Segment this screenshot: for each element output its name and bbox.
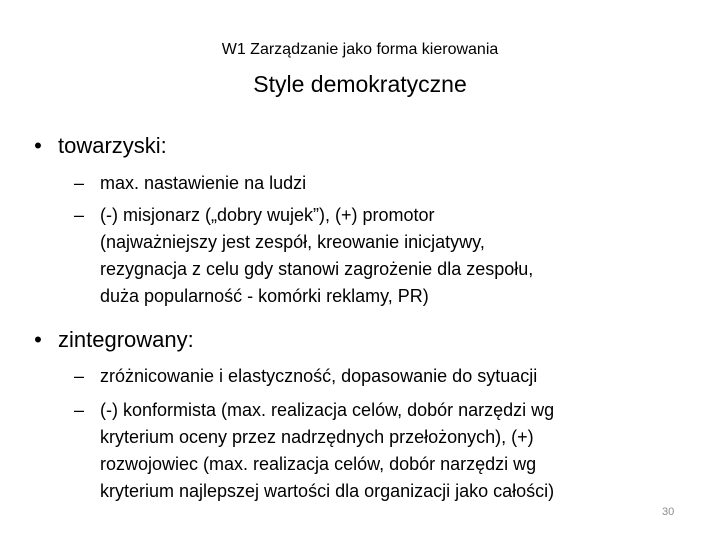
sub-item bbox=[74, 363, 694, 390]
dash-marker: – bbox=[74, 366, 85, 386]
dash-marker: – bbox=[74, 400, 85, 420]
slide-subtitle: W1 Zarządzanie jako forma kierowania bbox=[221, 41, 499, 58]
bullet-label: towarzyski: bbox=[58, 133, 167, 158]
bullet-zintegrowany bbox=[32, 326, 194, 354]
sub-item-text: max. nastawienie na ludzi bbox=[100, 173, 307, 193]
sub-item-text: (-) misjonarz („dobry wujek”), (+) promotor (najważniejszy jest zespół, kreowanie inicjatywy, rezygnacja z celu gdy stanowi zagrożenie dla zespołu, duża popularność - komórki reklamy, PR) bbox=[100, 205, 534, 306]
bullet-label: zintegrowany: bbox=[58, 327, 194, 352]
bullet-towarzyski bbox=[32, 132, 167, 160]
dash-marker: – bbox=[74, 173, 85, 193]
page-number: 30 bbox=[662, 506, 675, 518]
bullet-marker: • bbox=[34, 133, 42, 158]
dash-marker: – bbox=[74, 205, 85, 225]
sub-item-text: zróżnicowanie i elastyczność, dopasowanie do sytuacji bbox=[100, 366, 538, 386]
slide-title: Style demokratyczne bbox=[253, 71, 467, 97]
sub-item bbox=[74, 397, 694, 505]
sub-item bbox=[74, 170, 694, 197]
bullet-marker: • bbox=[34, 327, 42, 352]
sub-item bbox=[74, 202, 694, 310]
sub-item-text: (-) konformista (max. realizacja celów, dobór narzędzi wg kryterium oceny przez nadrzędnych przełożonych), (+) rozwojowiec (max. realizacja celów, dobór narzędzi wg kryterium najlepszej wartości dla organizacji jako całości) bbox=[100, 400, 555, 501]
